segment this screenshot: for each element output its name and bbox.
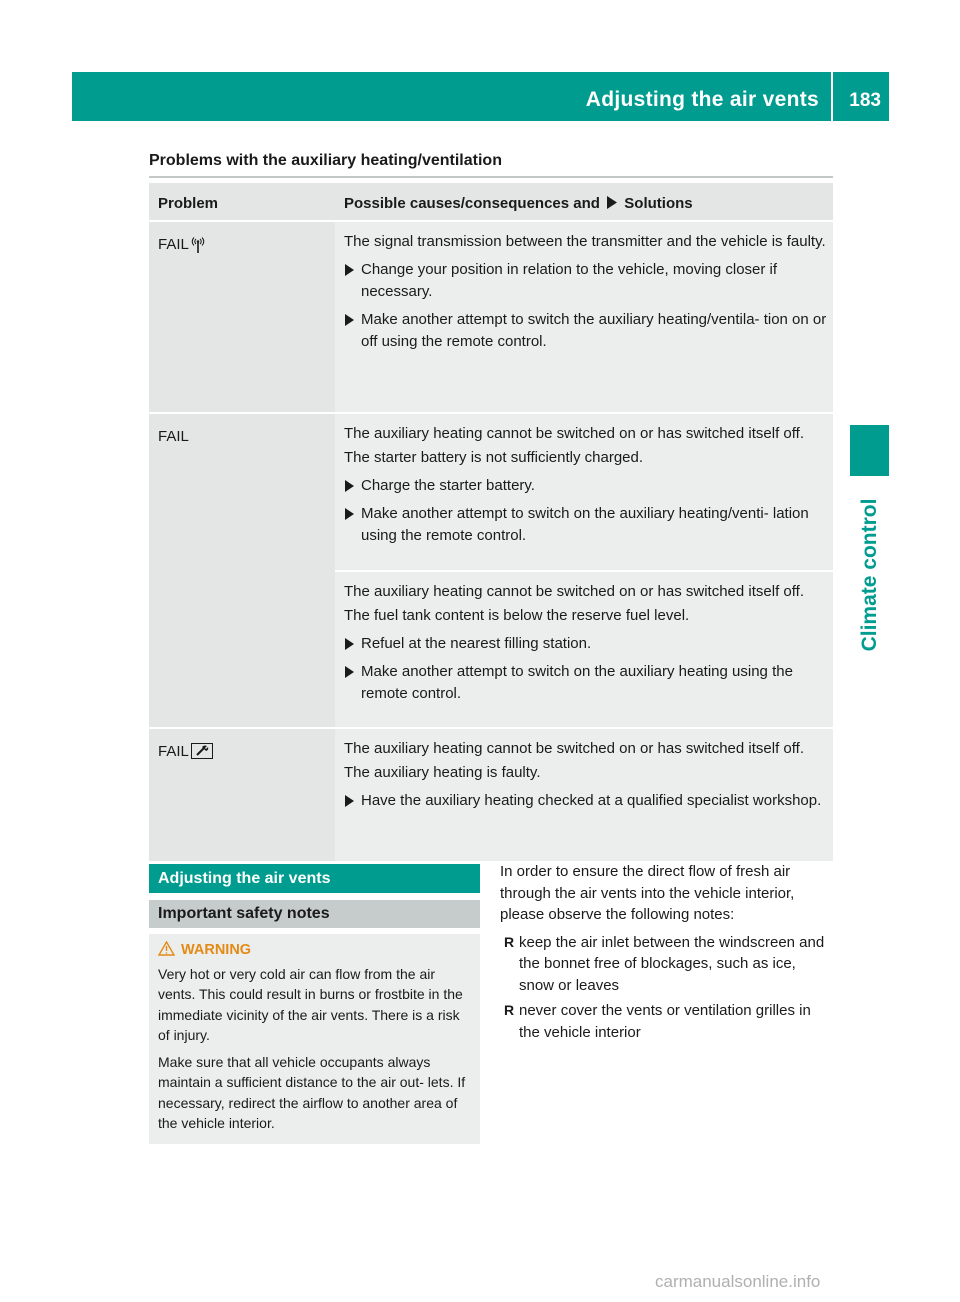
wrench-icon xyxy=(191,743,213,759)
warning-triangle-icon xyxy=(158,941,175,956)
solution-step: Have the auxiliary heating checked at a qualified specialist workshop. xyxy=(344,790,827,812)
solution-step: Charge the starter battery. xyxy=(344,475,827,497)
chapter-tab xyxy=(850,425,889,476)
table-row xyxy=(149,414,833,727)
solution-step: Make another attempt to switch the auxiliary heating/ventila- tion on or off using the remote control. xyxy=(344,309,827,353)
problem-code: FAIL xyxy=(158,428,189,445)
column-header-causes-text: Possible causes/consequences and xyxy=(344,195,600,212)
cause-text: The auxiliary heating cannot be switched on or has switched itself off. xyxy=(344,740,804,757)
solution-block xyxy=(335,572,833,727)
problem-cell xyxy=(149,729,335,861)
warning-box xyxy=(149,934,480,1144)
solution-block xyxy=(335,222,833,412)
intro-paragraph: In order to ensure the direct flow of fresh air through the air vents into the vehicle interior, please observe the following notes: xyxy=(500,863,795,923)
column-header-causes xyxy=(335,183,833,220)
column-header-solutions-text: Solutions xyxy=(624,195,693,212)
problem-cell xyxy=(149,414,335,727)
safety-notes-heading: Important safety notes xyxy=(149,900,480,928)
table-header xyxy=(149,183,833,220)
cause-text: The auxiliary heating cannot be switched on or has switched itself off. xyxy=(344,583,804,600)
radio-signal-icon xyxy=(191,236,205,254)
causes-cell xyxy=(335,222,833,412)
header-title: Adjusting the air vents xyxy=(585,88,819,111)
solution-block xyxy=(335,729,833,861)
air-vents-notes xyxy=(500,861,834,1047)
watermark: carmanualsonline.info xyxy=(655,1272,821,1291)
page-number: 183 xyxy=(849,90,881,111)
heading-rule xyxy=(149,176,833,178)
warning-title xyxy=(158,940,472,961)
problem-code: FAIL xyxy=(158,743,189,760)
causes-cell xyxy=(335,729,833,861)
solution-arrow-icon xyxy=(606,196,618,209)
cause-text: The auxiliary heating cannot be switched on or has switched itself off. xyxy=(344,425,804,442)
chapter-label xyxy=(852,485,888,665)
warning-paragraph: Make sure that all vehicle occupants always maintain a sufficient distance to the air out- lets. If necessary, redirect the airflow to another area of the vehicle interior. xyxy=(158,1053,466,1131)
problem-cell xyxy=(149,222,335,412)
cause-text: The fuel tank content is below the reserve fuel level. xyxy=(344,607,690,624)
solution-step: Refuel at the nearest filling station. xyxy=(344,633,827,655)
header-divider xyxy=(831,72,833,121)
solution-step: Make another attempt to switch on the auxiliary heating/venti- lation using the remote control. xyxy=(344,503,827,547)
chapter-label-text: Climate control xyxy=(858,498,881,652)
cause-text: The auxiliary heating is faulty. xyxy=(344,764,541,781)
warning-paragraph: Very hot or very cold air can flow from the air vents. This could result in burns or frostbite in the immediate vicinity of the air vents. There is a risk of injury. xyxy=(158,965,463,1043)
causes-cell xyxy=(335,414,833,727)
solution-step: Change your position in relation to the vehicle, moving closer if necessary. xyxy=(344,259,827,303)
list-item: R keep the air inlet between the windscreen and the bonnet free of blockages, such as ice, snow or leaves xyxy=(500,932,834,997)
page-header xyxy=(72,72,889,121)
cause-text: The signal transmission between the transmitter and the vehicle is faulty. xyxy=(344,233,826,250)
problems-table xyxy=(149,183,833,863)
column-header-problem: Problem xyxy=(158,195,219,212)
cause-text: The starter battery is not sufficiently charged. xyxy=(344,449,644,466)
air-vents-heading: Adjusting the air vents xyxy=(149,864,480,893)
table-row xyxy=(149,729,833,861)
warning-title-text: WARNING xyxy=(181,942,252,958)
list-item: R never cover the vents or ventilation grilles in the vehicle interior xyxy=(500,1000,834,1043)
solution-block xyxy=(335,414,833,570)
table-row xyxy=(149,222,833,412)
problem-code: FAIL xyxy=(158,236,189,253)
solution-step: Make another attempt to switch on the auxiliary heating using the remote control. xyxy=(344,661,827,705)
section-heading: Problems with the auxiliary heating/ventilation xyxy=(149,152,502,169)
